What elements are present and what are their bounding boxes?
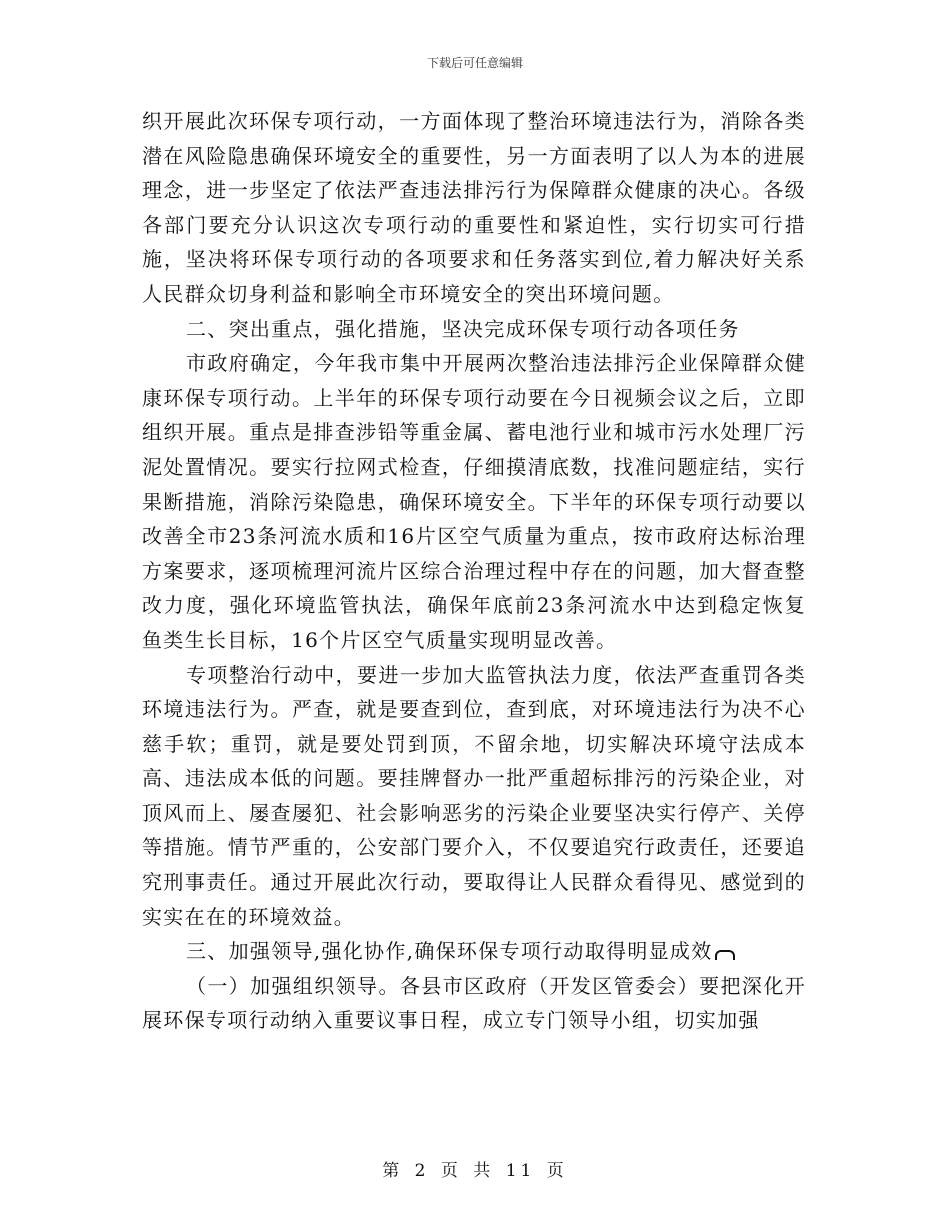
page-footer: 第 2 页 共 11 页 — [382, 1161, 568, 1181]
section-heading-3: 三、加强领导,强化协作,确保环保专项行动取得明显成效 — [186, 939, 713, 964]
paragraph-3: 市政府确定，今年我市集中开展两次整治违法排污企业保障群众健康环保专项行动。上半年的环保专项行动要在今日视频会议之后，立即组织开展。重点是排查涉铅等重金属、蓄电池行业和城市污水处理厂污泥处置情况。要实行拉网式检查，仔细摸清底数，找准问题症结，实行果断措施，消除污染隐患，确保环境安全。下半年的环保专项行动要以改善全市23条河流水质和16片区空气质量为重点，按市政府达标治理方案要求，逐项梳理河流片区综合治理过程中存在的问题，加大督查整改力度，强化环境监管执法，确保年底前23条河流水中达到稳定恢复鱼类生长目标，16个片区空气质量实现明显改善。 — [142, 351, 806, 652]
header-note: 下载后可任意编辑 — [426, 56, 523, 70]
body-text — [142, 104, 806, 1038]
paragraph-4: 专项整治行动中，要进一步加大监管执法力度，依法严查重罚各类环境违法行为。严查，就是要查到位，查到底，对环境违法行为决不心慈手软；重罚，就是要处罚到顶，不留余地，切实解决环境守法成本高、违法成本低的问题。要挂牌督办一批严重超标排污的污染企业，对顶风而上、屡查屡犯、社会影响恶劣的污染企业要坚决实行停产、关停等措施。情节严重的，公安部门要介入，不仅要追究行政责任，还要追究刑事责任。通过开展此次行动，要取得让人民群众看得见、感觉到的实实在在的环境效益。 — [142, 662, 806, 929]
section-heading-2: 二、突出重点，强化措施，坚决完成环保专项行动各项任务 — [186, 316, 740, 341]
paragraph-6: （一）加强组织领导。各县市区政府（开发区管委会）要把深化开展环保专项行动纳入重要议事日程，成立专门领导小组，切实加强 — [142, 973, 806, 1033]
section-heading-3-row — [142, 934, 806, 969]
paragraph-mark-icon — [715, 950, 735, 960]
paragraph-1: 织开展此次环保专项行动，一方面体现了整治环境违法行为，消除各类潜在风险隐患确保环境安全的重要性，另一方面表明了以人为本的进展理念，进一步坚定了依法严查违法排污行为保障群众健康的决心。各级各部门要充分认识这次专项行动的重要性和紧迫性，实行切实可行措施，坚决将环保专项行动的各项要求和任务落实到位,着力解决好关系人民群众切身利益和影响全市环境安全的突出环境问题。 — [142, 109, 806, 306]
